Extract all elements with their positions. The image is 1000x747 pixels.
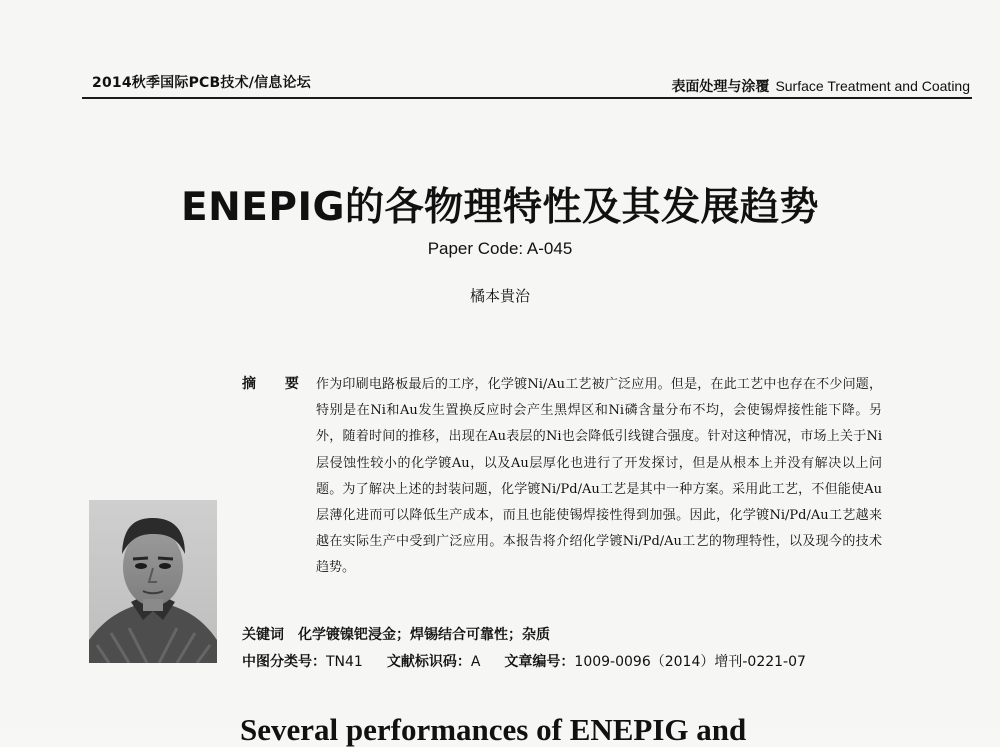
paper-code: Paper Code: A-045 [427, 239, 573, 258]
classification-line [242, 651, 942, 671]
paper-title: ENEPIG的各物理特性及其发展趋势 [180, 185, 820, 230]
english-title: Several performances of ENEPIG and [240, 712, 747, 747]
keywords-text: 化学镀镍钯浸金；焊锡结合可靠性；杂质 [298, 627, 550, 643]
header-divider [82, 97, 972, 99]
journal-header-left: 2014秋季国际PCB技术/信息论坛 [92, 75, 311, 91]
keywords-line [242, 624, 892, 644]
journal-header-right [671, 76, 970, 96]
abstract-label: 摘 要 [242, 376, 311, 392]
author-photo [89, 500, 217, 663]
document-code-label: 文献标识码： [386, 654, 471, 670]
article-number-label: 文章编号： [504, 654, 575, 670]
document-code-value: A [470, 654, 481, 670]
article-number-value: 1009-0096（2014）增刊-0221-07 [574, 654, 806, 670]
keywords-label: 关键词 [242, 627, 284, 643]
abstract-text: 作为印刷电路板最后的工序，化学镀Ni/Au工艺被广泛应用。但是，在此工艺中也存在不少问题，特别是在Ni和Au发生置换反应时会产生黑焊区和Ni磷含量分布不均，会使锡焊接性能下降。另外，随着时间的推移，出现在Au表层的Ni也会降低引线键合强度。针对这种情况，市场上关于Ni层侵蚀性较小的化学镀Au，以及Au层厚化也进行了开发探讨，但是从根本上并没有解决以上问题。为了解决上述的封装问题，化学镀Ni/Pd/Au工艺是其中一种方案。采用此工艺，不但能使Au层薄化进而可以降低生产成本，而且也能使锡焊接性得到加强。因此，化学镀Ni/Pd/Au工艺越来越在实际生产中受到广泛应用。本报告将介绍化学镀Ni/Pd/Au工艺的物理特性，以及现今的技术趋势。 [316, 377, 882, 576]
clc-value: TN41 [326, 654, 363, 670]
section-name-en: Surface Treatment and Coating [775, 78, 970, 94]
clc-label: 中图分类号： [242, 654, 326, 670]
author-name: 橘本貴治 [469, 287, 530, 305]
section-name-cn: 表面处理与涂覆 [671, 79, 770, 95]
